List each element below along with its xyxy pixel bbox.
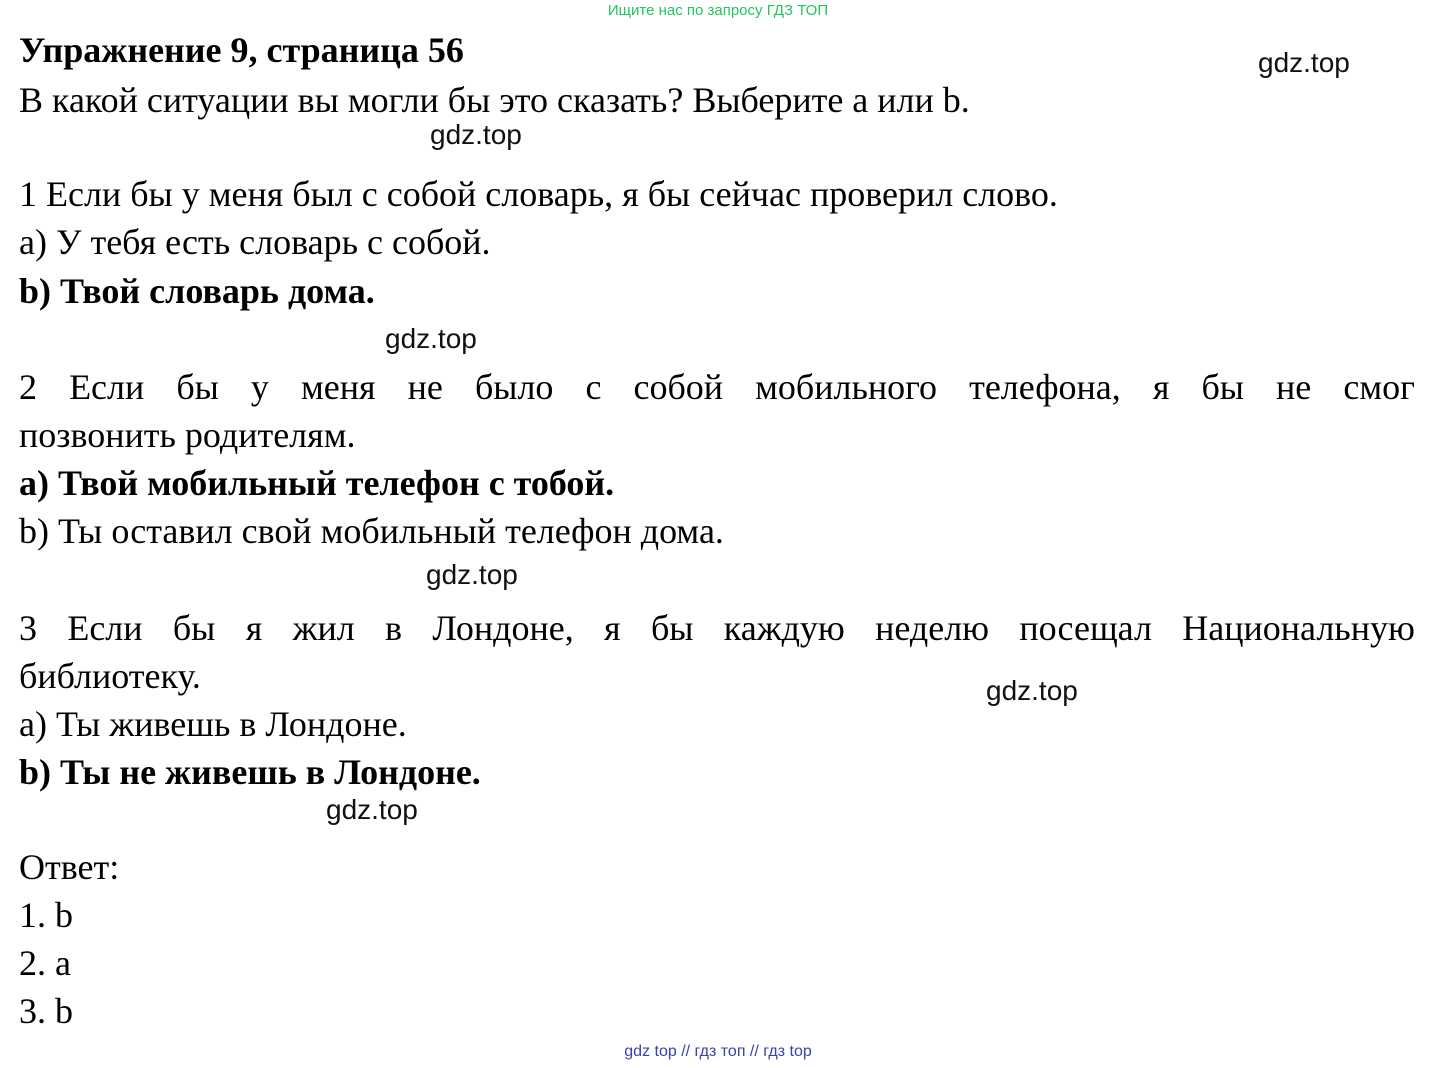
option-3b-correct: b) Ты не живешь в Лондоне. [19, 752, 481, 792]
answer-line-1: 1. b [19, 895, 73, 935]
option-1a: a) У тебя есть словарь с собой. [19, 222, 491, 262]
watermark: gdz.top [326, 794, 418, 825]
question-2-line-1 [19, 365, 1415, 409]
watermark: gdz.top [426, 559, 518, 590]
option-2b: b) Ты оставил свой мобильный телефон дома. [19, 511, 724, 551]
word: бы [172, 608, 216, 648]
word: не [407, 367, 443, 407]
option-3a: a) Ты живешь в Лондоне. [19, 704, 407, 744]
question-2-line-2: позвонить родителям. [19, 415, 356, 455]
instruction: В какой ситуации вы могли бы это сказать? Выберите a или b. [19, 80, 970, 120]
word: каждую [723, 608, 845, 648]
word: бы [650, 608, 694, 648]
word: посещал [1019, 608, 1152, 648]
word: бы [176, 367, 219, 407]
word: неделю [875, 608, 990, 648]
watermark: gdz.top [986, 675, 1078, 706]
word: Если [69, 367, 145, 407]
question-3-line-1 [19, 606, 1415, 650]
word: мобильного [755, 367, 938, 407]
word: 2 [19, 367, 37, 407]
word: в [385, 608, 403, 648]
watermark: gdz.top [1258, 47, 1350, 78]
word: меня [300, 367, 376, 407]
exercise-title: Упражнение 9, страница 56 [19, 30, 464, 70]
question-1: 1 Если бы у меня был с собой словарь, я бы сейчас проверил слово. [19, 174, 1058, 214]
answer-line-3: 3. b [19, 991, 73, 1031]
word: не [1276, 367, 1312, 407]
word: я [245, 608, 263, 648]
answer-line-2: 2. a [19, 943, 71, 983]
watermark: gdz.top [430, 119, 522, 150]
word: я [604, 608, 621, 648]
word: я [1152, 367, 1170, 407]
word: с [585, 367, 602, 407]
watermark: gdz.top [385, 323, 477, 354]
option-1b-correct: b) Твой словарь дома. [19, 271, 375, 311]
question-3-line-2: библиотеку. [19, 656, 201, 696]
word: было [474, 367, 554, 407]
word: собой [633, 367, 724, 407]
word: телефона, [969, 367, 1121, 407]
word: Лондоне, [432, 608, 574, 648]
word: 3 [19, 608, 37, 648]
word: бы [1201, 367, 1244, 407]
option-2a-correct: a) Твой мобильный телефон с тобой. [19, 463, 615, 503]
word: жил [292, 608, 355, 648]
word: Если [67, 608, 143, 648]
top-banner[interactable]: Ищите нас по запросу ГДЗ ТОП [607, 2, 829, 19]
word: Национальную [1182, 608, 1415, 648]
footer-links[interactable]: gdz top // гдз топ // гдз top [624, 1043, 812, 1060]
word: у [250, 367, 269, 407]
word: смог [1343, 367, 1415, 407]
answer-label: Ответ: [19, 847, 120, 887]
